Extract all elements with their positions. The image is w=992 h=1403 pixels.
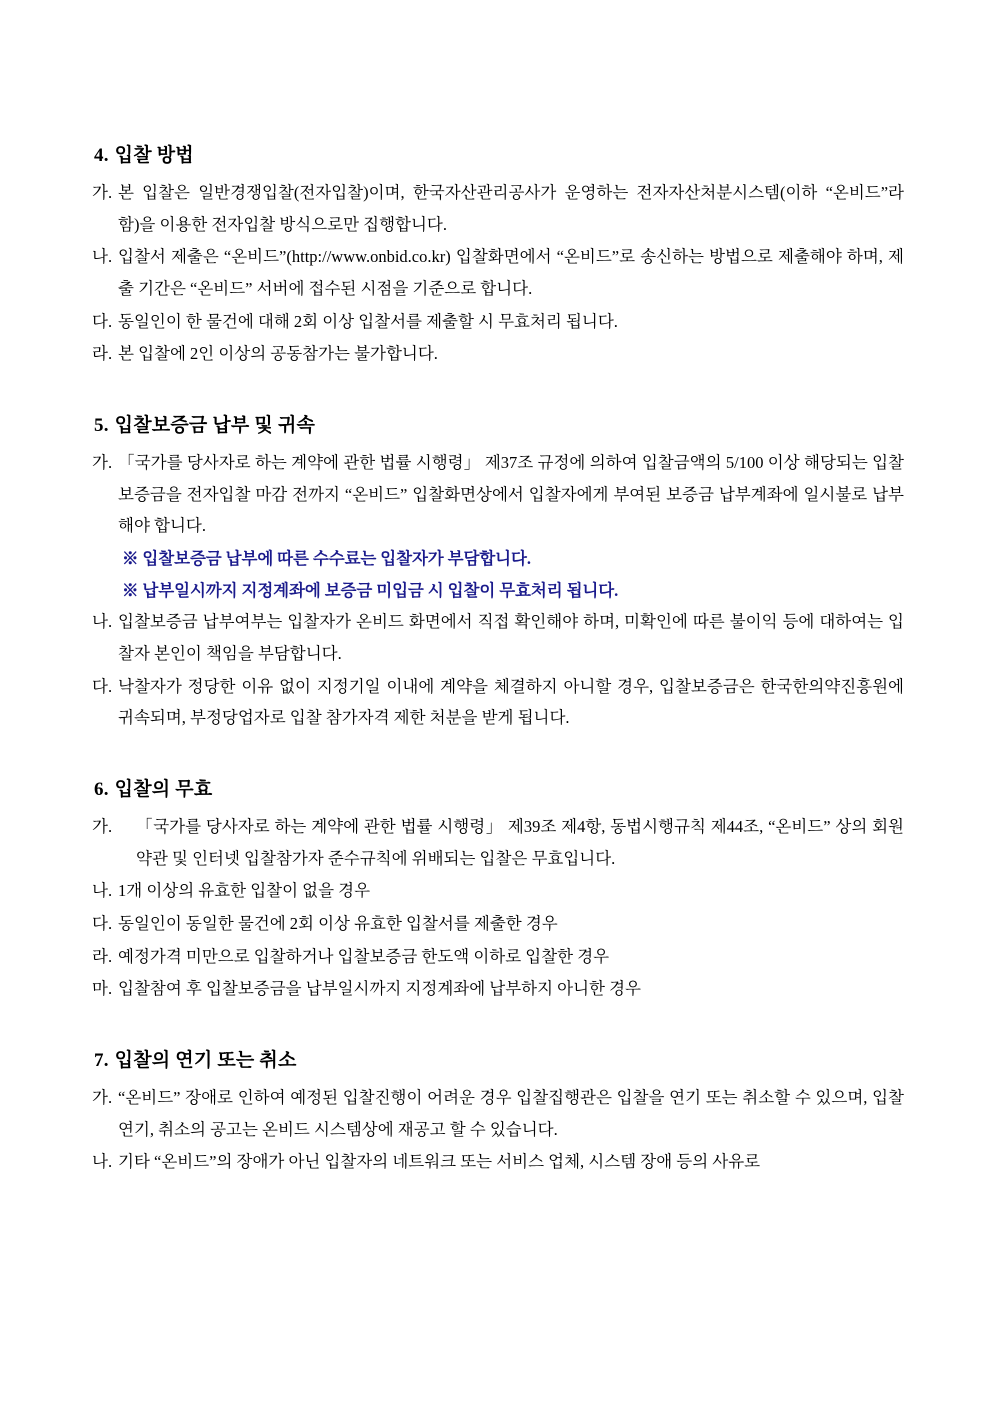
list-item	[88, 811, 904, 874]
item-text: 본 입찰은 일반경쟁입찰(전자입찰)이며, 한국자산관리공사가 운영하는 전자자산처분시스템(이하 “온비드”라 함)을 이용한 전자입찰 방식으로만 집행합니다.	[118, 183, 904, 234]
item-text: 입찰참여 후 입찰보증금을 납부일시까지 지정계좌에 납부하지 아니한 경우	[118, 979, 641, 999]
section-item-list	[88, 447, 904, 542]
list-item	[88, 447, 904, 542]
item-marker: 나.	[92, 1152, 113, 1172]
list-item	[88, 908, 904, 940]
item-text: 동일인이 동일한 물건에 2회 이상 유효한 입찰서를 제출한 경우	[118, 914, 558, 934]
list-item	[88, 306, 904, 338]
section-heading	[94, 140, 904, 167]
item-marker: 나.	[92, 612, 113, 632]
item-text: 기타 “온비드”의 장애가 아닌 입찰자의 네트워크 또는 서비스 업체, 시스템 장애 등의 사유로	[118, 1152, 761, 1172]
section-gap	[88, 1019, 904, 1045]
section-heading	[94, 410, 904, 437]
item-marker: 다.	[92, 311, 113, 331]
section-gap	[88, 384, 904, 410]
section-bid-method	[88, 140, 904, 370]
section-heading	[94, 774, 904, 801]
section-heading	[94, 1045, 904, 1072]
section-bid-postpone-cancel	[88, 1045, 904, 1178]
section-title-text: 입찰 방법	[114, 145, 194, 166]
item-marker: 나.	[92, 881, 113, 901]
section-bid-deposit	[88, 410, 904, 734]
list-item	[88, 973, 904, 1005]
item-marker: 다.	[92, 914, 113, 934]
section-title-text: 입찰보증금 납부 및 귀속	[114, 415, 316, 437]
list-item	[88, 338, 904, 370]
list-item	[88, 941, 904, 973]
item-text: 본 입찰에 2인 이상의 공동참가는 불가합니다.	[118, 344, 438, 364]
item-text: 낙찰자가 정당한 이유 없이 지정기일 이내에 계약을 체결하지 아니할 경우, 입찰보증금은 한국한의약진흥원에 귀속되며, 부정당업자로 입찰 참가자격 제한 처분을 받게 됩니다.	[118, 676, 904, 728]
emphasis-note: ※ 입찰보증금 납부에 따른 수수료는 입찰자가 부담합니다.	[122, 549, 531, 569]
item-marker: 마.	[92, 979, 113, 999]
item-text: 「국가를 당사자로 하는 계약에 관한 법률 시행령」 제37조 규정에 의하여 입찰금액의 5/100 이상 해당되는 입찰보증금을 전자입찰 마감 전까지 “온비드” 입찰화면상에서 입찰자에게 부여된 보증금 납부계좌에 일시불로 납부해야 합니다.	[118, 453, 904, 536]
item-marker: 라.	[92, 344, 113, 364]
item-marker: 가.	[92, 817, 113, 837]
list-item	[88, 875, 904, 907]
list-item	[88, 1146, 904, 1178]
item-text: 동일인이 한 물건에 대해 2회 이상 입찰서를 제출할 시 무효처리 됩니다.	[118, 311, 618, 331]
emphasis-note: ※ 납부일시까지 지정계좌에 보증금 미입금 시 입찰이 무효처리 됩니다.	[122, 580, 619, 600]
section-number: 5.	[94, 415, 109, 437]
list-item	[88, 606, 904, 669]
section-number: 6.	[94, 779, 109, 801]
section-title-text: 입찰의 무효	[114, 779, 213, 801]
item-text: 입찰서 제출은 “온비드”(http://www.onbid.co.kr) 입찰화면에서 “온비드”로 송신하는 방법으로 제출해야 하며, 제출 기간은 “온비드” 서버에 접수된 시점을 기준으로 합니다.	[118, 247, 904, 299]
section-number: 4.	[94, 145, 109, 166]
item-marker: 라.	[92, 946, 113, 966]
item-marker: 가.	[92, 453, 113, 473]
item-text: “온비드” 장애로 인하여 예정된 입찰진행이 어려운 경우 입찰집행관은 입찰을 연기 또는 취소할 수 있으며, 입찰 연기, 취소의 공고는 온비드 시스템상에 재공고 할 수 있습니다.	[118, 1088, 904, 1139]
section-item-list	[88, 177, 904, 370]
list-item	[88, 1082, 904, 1145]
item-text: 입찰보증금 납부여부는 입찰자가 온비드 화면에서 직접 확인해야 하며, 미확인에 따른 불이익 등에 대하여는 입찰자 본인이 책임을 부담합니다.	[118, 612, 904, 664]
item-marker: 가.	[92, 183, 113, 202]
section-bid-invalidity	[88, 774, 904, 1005]
item-marker: 다.	[92, 676, 113, 696]
section-item-list-continued	[88, 606, 904, 734]
item-marker: 나.	[92, 247, 113, 267]
section-item-list	[88, 811, 904, 1005]
list-item	[88, 241, 904, 304]
list-item	[88, 671, 904, 734]
item-text: 「국가를 당사자로 하는 계약에 관한 법률 시행령」 제39조 제4항, 동법시행규칙 제44조, “온비드” 상의 회원약관 및 인터넷 입찰참가자 준수규칙에 위배되는 입찰은 무효입니다.	[136, 817, 904, 868]
section-title-text: 입찰의 연기 또는 취소	[114, 1050, 297, 1072]
section-number: 7.	[94, 1050, 109, 1072]
section-item-list	[88, 1082, 904, 1178]
item-text: 예정가격 미만으로 입찰하거나 입찰보증금 한도액 이하로 입찰한 경우	[118, 946, 610, 966]
section-gap	[88, 748, 904, 774]
item-text: 1개 이상의 유효한 입찰이 없을 경우	[118, 881, 371, 901]
list-item	[88, 177, 904, 240]
item-marker: 가.	[92, 1088, 113, 1108]
